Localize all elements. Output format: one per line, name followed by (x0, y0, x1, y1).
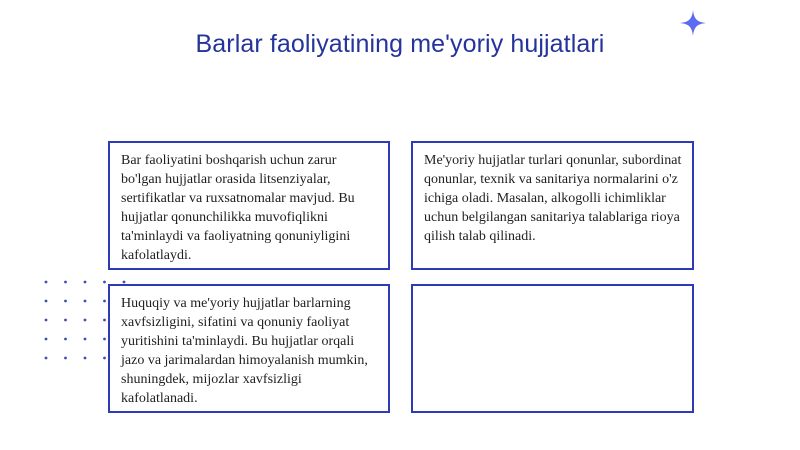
info-card-licenses (108, 141, 390, 270)
decorative-dot (45, 300, 48, 303)
info-card-text: Me'yoriy hujjatlar turlari qonunlar, subordinat qonunlar, texnik va sanitariya normalarini o'z ichiga oladi. Masalan, alkogolli ichimliklar uchun belgilangan sanitariya talablariga rioya qilish talab qilinadi. (424, 153, 682, 244)
decorative-dot (84, 319, 87, 322)
decorative-dot (84, 281, 87, 284)
slide-title: Barlar faoliyatining me'yoriy hujjatlari (195, 30, 605, 58)
decorative-dot (103, 281, 106, 284)
decorative-dot (45, 281, 48, 284)
decorative-dot (45, 338, 48, 341)
decorative-dot (103, 357, 106, 360)
decorative-dot (103, 338, 106, 341)
decorative-dot (45, 357, 48, 360)
decorative-dot (64, 357, 67, 360)
decorative-dot (64, 300, 67, 303)
decorative-dot (103, 319, 106, 322)
decorative-dot (103, 300, 106, 303)
decorative-dot (84, 338, 87, 341)
info-card-legal-safety (108, 284, 390, 413)
decorative-dot (64, 319, 67, 322)
info-card-empty (411, 284, 694, 413)
decorative-dot (123, 281, 126, 284)
decorative-dot (64, 281, 67, 284)
info-card-document-types (411, 141, 694, 270)
decorative-dot (84, 300, 87, 303)
sparkle-icon (680, 10, 706, 36)
info-card-text: Bar faoliyatini boshqarish uchun zarur bo'lgan hujjatlar orasida litsenziyalar, sertifikatlar va ruxsatnomalar mavjud. Bu hujjatlar qonunchilikka muvofiqlikni ta'minlaydi va faoliyatning qonuniyligini kafolatlaydi. (121, 153, 355, 263)
decorative-dot (84, 357, 87, 360)
info-card-text: Huquqiy va me'yoriy hujjatlar barlarning xavfsizligini, sifatini va qonuniy faoliyat yuritishini ta'minlaydi. Bu hujjatlar orqali jazo va jarimalardan himoyalanish mumkin, shuningdek, mijozlar xavfsizligi kafolatlanadi. (121, 296, 368, 406)
decorative-dot (64, 338, 67, 341)
decorative-dot (45, 319, 48, 322)
